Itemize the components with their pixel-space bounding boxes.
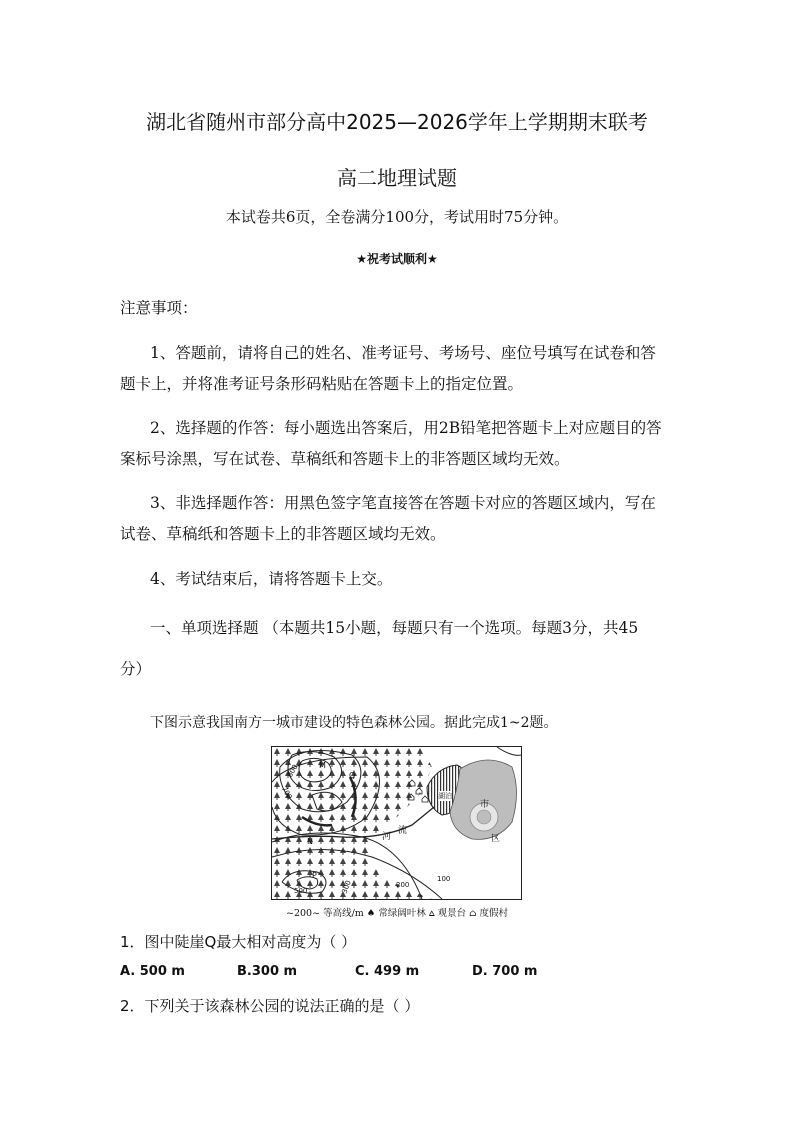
section-1-heading-line-1: 一、单项选择题 （本题共15小题，每题只有一个选项。每题3分，共45 — [150, 619, 639, 637]
map-label-city-2: 区 — [491, 834, 501, 844]
contour-label-700: 700 — [279, 785, 294, 801]
good-luck-line: ★祝考试顺利★ — [356, 252, 438, 266]
question-2: 2．下列关于该森林公园的说法正确的是（ ） — [120, 997, 420, 1015]
notice-item-2-line-2: 案标号涂黑，写在试卷、草稿纸和答题卡上的非答题区域均无效。 — [120, 450, 570, 468]
intro-line: 下图示意我国南方一城市建设的特色森林公园。据此完成1~2题。 — [150, 715, 558, 731]
notice-item-3-line-1: 3、非选择题作答：用黑色签字笔直接答在答题卡对应的答题区域内，写在 — [150, 494, 656, 512]
map-label-q: Q — [349, 771, 356, 780]
map-label-river-1: 河 — [382, 832, 392, 842]
map-legend: ~200~ 等高线/m ♠ 常绿阔叶林 ⩟ 观景台 ⌂ 度假村 — [286, 908, 508, 919]
q1-option-c: C. 499 m — [355, 964, 420, 979]
map-label-river-2: 流 — [398, 826, 408, 836]
exam-title: 湖北省随州市部分高中2025—2026学年上学期期末联考 — [146, 110, 648, 134]
notice-item-4: 4、考试结束后，请将答题卡上交。 — [150, 570, 393, 588]
map-label-m: M — [319, 761, 326, 770]
contour-label-800: 800 — [285, 763, 300, 779]
q1-option-b: B.300 m — [237, 964, 298, 979]
forest-park-map-graphic — [272, 747, 521, 899]
q1-option-a: A. 500 m — [120, 964, 185, 979]
section-1-heading-line-2: 分） — [120, 660, 152, 678]
notice-item-1-line-1: 1、答题前，请将自己的姓名、准考证号、考场号、座位号填写在试卷和答 — [150, 344, 656, 362]
notice-item-1-line-2: 题卡上，并将准考证号条形码粘贴在答题卡上的指定位置。 — [120, 375, 524, 393]
contour-label-200: 200 — [396, 881, 410, 889]
exam-subtitle: 高二地理试题 — [337, 166, 457, 190]
map-label-p: P — [312, 871, 317, 880]
exam-info: 本试卷共6页，全卷满分100分，考试用时75分钟。 — [225, 208, 569, 226]
contour-label-500: 500 — [294, 887, 308, 895]
contour-label-300: 300 — [340, 879, 353, 895]
contour-label-100: 100 — [437, 875, 451, 883]
map-label-lake: 湖泊 — [438, 792, 452, 800]
map-label-city-1: 市 — [480, 800, 490, 810]
notice-heading: 注意事项： — [120, 299, 198, 317]
notice-item-3-line-2: 试卷、草稿纸和答题卡上的非答题区域均无效。 — [120, 525, 446, 543]
map-label-n: N — [307, 837, 313, 846]
q1-option-d: D. 700 m — [472, 964, 538, 979]
notice-item-2-line-1: 2、选择题的作答：每小题选出答案后，用2B铅笔把答题卡上对应题目的答 — [150, 419, 662, 437]
forest-park-map — [271, 746, 522, 900]
question-1: 1．图中陡崖Q最大相对高度为（ ） — [120, 933, 357, 951]
